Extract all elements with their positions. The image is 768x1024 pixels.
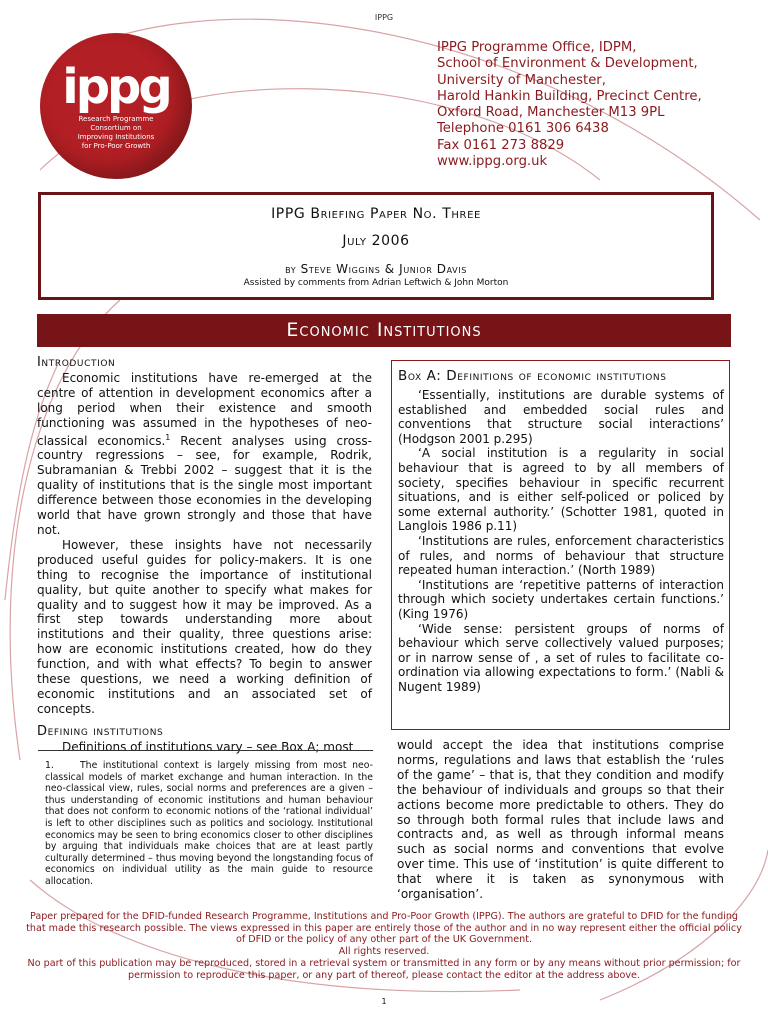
paragraph-text: Recent analyses using cross-country regressions – see, for example, Rodrik, Subramanian & Trebbi 2002 – suggest that it is the quality of institutions that is the single most important difference between those economies in the developing world that have grown strongly and those that have not. bbox=[37, 433, 372, 537]
footnote-body: The institutional context is largely missing from most neo-classical models of market exchange and human interaction. In the neo-classical view, rules, social norms and preferences are a given – thus understanding of economic institutions and human behaviour that does not conform to economic notions of the ‘rational individual’ is left to other disciplines such as politics and sociology. Institutional economics may be seen to bring economics closer to other disciplines by arguing that individuals make choices that are at least partly culturally determined – thus moving beyond the longstanding focus of economics on individual utility as the main guide to resource allocation. bbox=[45, 760, 373, 887]
box-a-quote: ‘A social institution is a regularity in social behaviour that is agreed to by all members of society, specifies behaviour in specific recurrent situations, and is either self-policed or policed by some external authority.’ (Schotter 1981, quoted in Langlois 1986 p.11) bbox=[398, 446, 724, 534]
section-title: Economic Institutions bbox=[37, 314, 731, 347]
office-address bbox=[437, 40, 747, 170]
disclaimer-rights: All rights reserved. bbox=[338, 946, 430, 958]
disclaimer-reproduction: No part of this publication may be reproduced, stored in a retrieval system or transmitted in any form or by any means without prior permission; for permission to reproduce this paper, or any part of thereof, please contact the editor at the address above. bbox=[27, 957, 741, 981]
address-telephone: Telephone 0161 306 6438 bbox=[437, 121, 609, 137]
box-a-quote: ‘Institutions are rules, enforcement characteristics of rules, and norms of behaviour that structure repeated human interaction.’ (North 1989) bbox=[398, 533, 724, 578]
logo-subtitle bbox=[54, 115, 178, 151]
box-a-quote: ‘Wide sense: persistent groups of norms of behaviour which serve collectively valued purposes; or in narrow sense of , a set of rules to facilitate co-ordination via allowing expectations to form.’ (Nabli & Nugent 1989) bbox=[398, 621, 724, 694]
paragraph: would accept the idea that institutions comprise norms, regulations and laws that establish the ‘rules of the game’ – that is, that they condition and modify the behaviour of individuals and groups so that their actions become more predictable to others. They do so through both formal rules that include laws and contracts and, as well as through informal means such as social norms and conventions that evolve over time. This use of ‘institution’ is quite different to that where it is taken as synonymous with ‘organisation’. bbox=[397, 738, 724, 902]
disclaimer bbox=[20, 911, 748, 981]
address-line: School of Environment & Development, bbox=[437, 56, 698, 72]
heading-introduction: Introduction bbox=[37, 355, 116, 370]
paper-series: IPPG Briefing Paper No. Three bbox=[271, 206, 481, 222]
box-a-quote: ‘Essentially, institutions are durable systems of established and embedded social rules and conventions that structure social interactions’ (Hodgson 2001 p.295) bbox=[398, 388, 724, 446]
logo-subtitle-line: Consortium on bbox=[90, 124, 142, 132]
box-a-title: Box A: Definitions of economic institutions bbox=[398, 368, 667, 384]
ippg-logo bbox=[40, 33, 192, 179]
paragraph-text: Economic institutions have re-emerged at the centre of attention in development economics after a long period when their existence and smooth functioning was assumed in the hypotheses of neo-classical economics. bbox=[37, 370, 372, 448]
title-box bbox=[38, 192, 714, 300]
footnote-number: 1. bbox=[45, 760, 54, 771]
logo-subtitle-line: for Pro-Poor Growth bbox=[81, 142, 151, 150]
address-line: Harold Hankin Building, Precinct Centre, bbox=[437, 88, 702, 104]
right-column bbox=[397, 738, 724, 902]
address-line: Oxford Road, Manchester M13 9PL bbox=[437, 105, 665, 121]
paragraph: However, these insights have not necessarily produced useful guides for policy-makers. It is one thing to recognise the importance of institutional quality, but quite another to specify what makes for quality and to suggest how it may be improved. As a first step towards understanding more about institutions and their quality, three questions arise: how are economic institutions created, how do they function, and with what effects? To begin to answer these questions, we need a working definition of economic institutions and an associated set of concepts. bbox=[37, 537, 372, 716]
heading-defining-institutions: Defining institutions bbox=[37, 723, 164, 739]
left-column bbox=[37, 356, 372, 755]
paper-assisted-by: Assisted by comments from Adrian Leftwich & John Morton bbox=[243, 278, 509, 288]
address-website-link[interactable]: www.ippg.org.uk bbox=[437, 154, 548, 170]
address-line: IPPG Programme Office, IDPM, bbox=[437, 40, 637, 55]
address-fax: Fax 0161 273 8829 bbox=[437, 137, 565, 153]
footnote-ref[interactable]: 1 bbox=[165, 432, 171, 442]
box-a-quote: ‘Institutions are ‘repetitive patterns of interaction through which society undertakes certain functions.’ (King 1976) bbox=[398, 577, 724, 621]
paper-date: July 2006 bbox=[342, 233, 410, 249]
box-a bbox=[391, 360, 730, 730]
logo-subtitle-line: Research Programme bbox=[78, 115, 154, 123]
footnote-divider bbox=[38, 750, 373, 751]
footnote-text bbox=[45, 760, 373, 888]
paragraph: Definitions of institutions vary – see Box A; most bbox=[62, 739, 354, 754]
footnote bbox=[45, 760, 373, 888]
address-line: University of Manchester, bbox=[437, 72, 606, 88]
header-label: IPPG bbox=[374, 13, 394, 22]
paper-authors: by Steve Wiggins & Junior Davis bbox=[285, 262, 467, 276]
paragraph bbox=[37, 371, 372, 538]
logo-wordmark: ippg bbox=[62, 59, 170, 115]
disclaimer-funding: Paper prepared for the DFID-funded Research Programme, Institutions and Pro-Poor Growth (IPPG). The authors are grateful to DFID for the funding that made this research possible. The views expressed in this paper are entirely those of the author and in no way represent either the official policy of DFID or the policy of any other part of the UK Government. bbox=[26, 911, 742, 946]
page-number: 1 bbox=[381, 997, 387, 1006]
logo-subtitle-line: Improving Institutions bbox=[77, 133, 155, 141]
